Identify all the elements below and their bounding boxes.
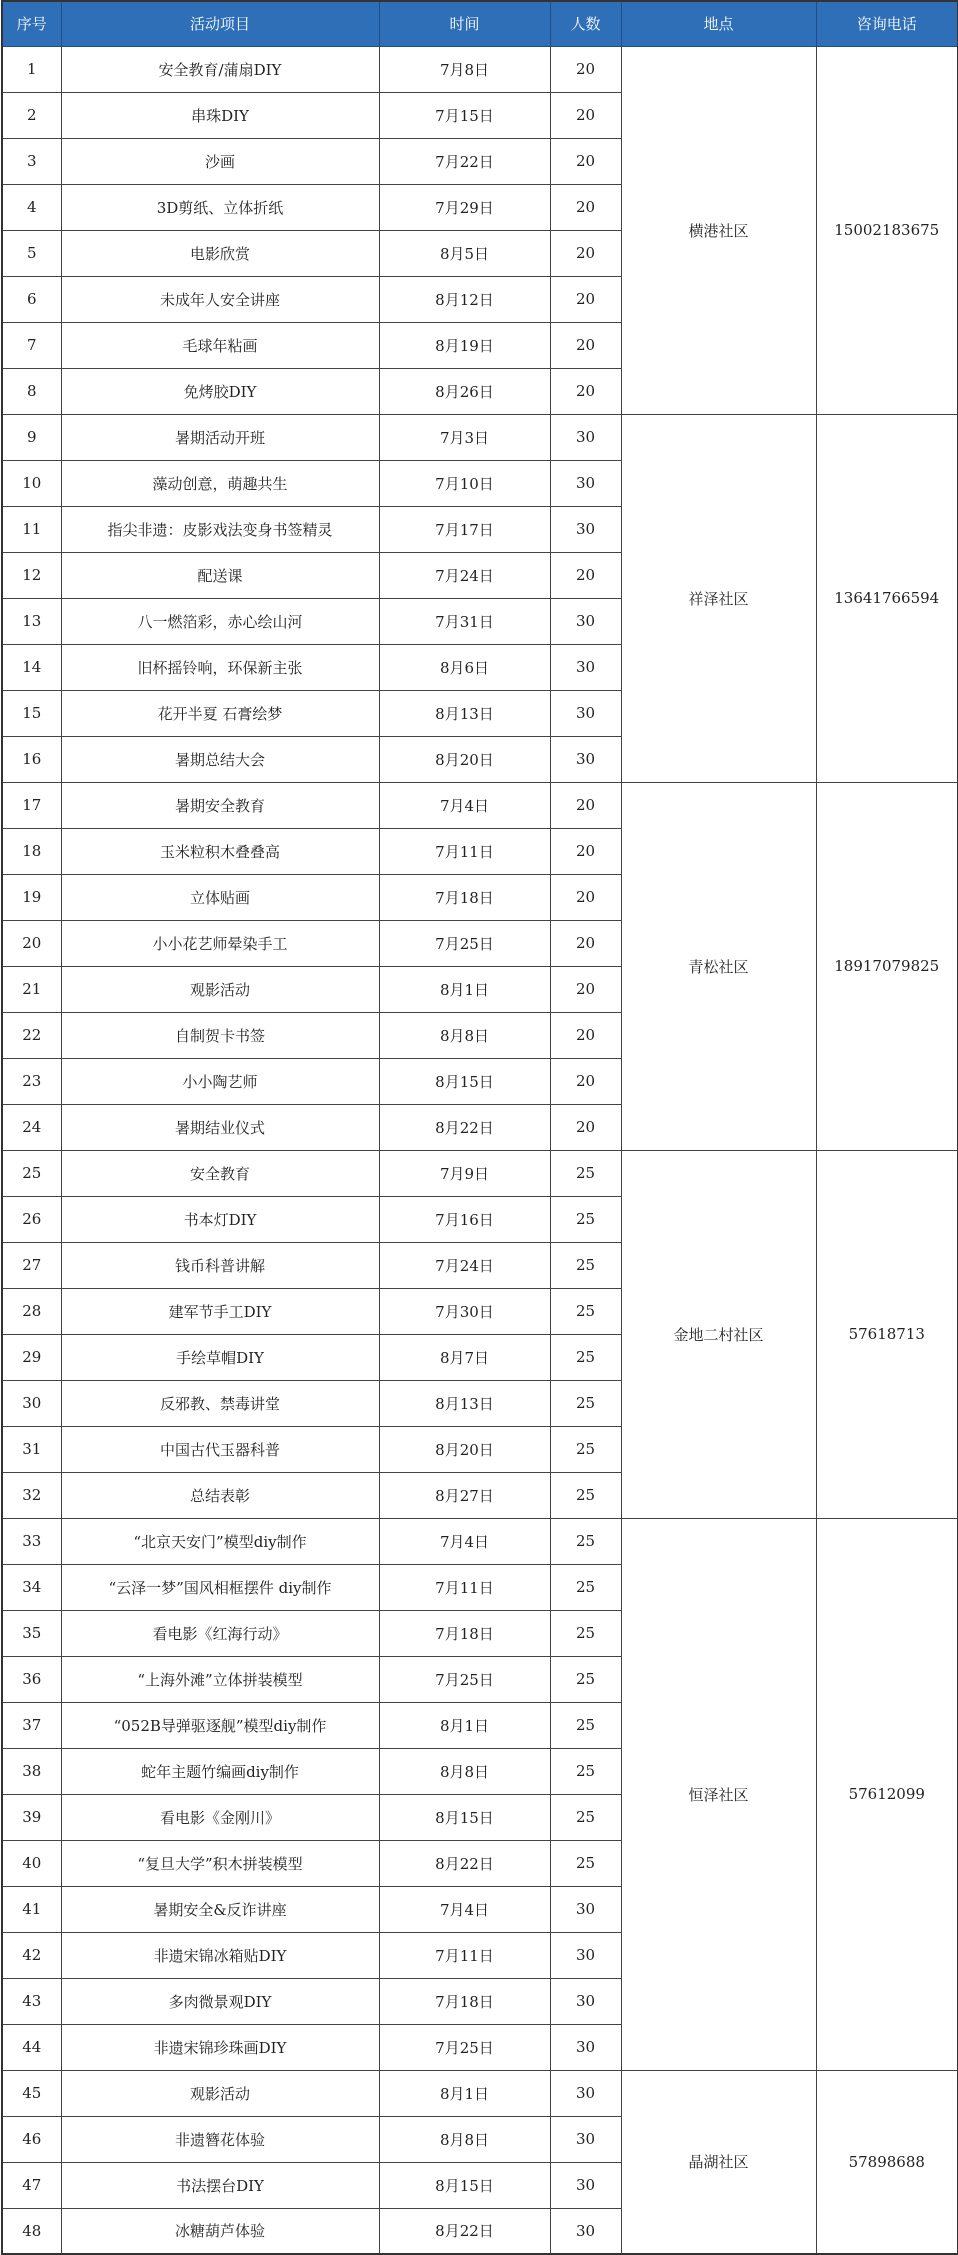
cell-no: 14 bbox=[2, 644, 61, 690]
cell-activity: 串珠DIY bbox=[61, 92, 379, 138]
cell-time: 7月18日 bbox=[379, 1610, 550, 1656]
cell-phone: 57898688 bbox=[816, 2070, 958, 2254]
cell-no: 23 bbox=[2, 1058, 61, 1104]
cell-time: 8月6日 bbox=[379, 644, 550, 690]
cell-count: 30 bbox=[550, 644, 621, 690]
cell-location: 金地二村社区 bbox=[621, 1150, 816, 1518]
cell-no: 20 bbox=[2, 920, 61, 966]
cell-no: 27 bbox=[2, 1242, 61, 1288]
table-row bbox=[2, 2070, 958, 2116]
cell-time: 7月17日 bbox=[379, 506, 550, 552]
cell-no: 18 bbox=[2, 828, 61, 874]
cell-time: 8月12日 bbox=[379, 276, 550, 322]
cell-activity: 沙画 bbox=[61, 138, 379, 184]
cell-location: 横港社区 bbox=[621, 46, 816, 414]
cell-no: 15 bbox=[2, 690, 61, 736]
cell-activity: 冰糖葫芦体验 bbox=[61, 2208, 379, 2254]
cell-activity: 多肉微景观DIY bbox=[61, 1978, 379, 2024]
cell-activity: 看电影《红海行动》 bbox=[61, 1610, 379, 1656]
cell-no: 6 bbox=[2, 276, 61, 322]
header-count: 人数 bbox=[550, 1, 621, 46]
table-row bbox=[2, 46, 958, 92]
cell-phone: 57612099 bbox=[816, 1518, 958, 2070]
cell-activity: 安全教育 bbox=[61, 1150, 379, 1196]
cell-time: 8月27日 bbox=[379, 1472, 550, 1518]
table-row bbox=[2, 1518, 958, 1564]
cell-count: 20 bbox=[550, 1012, 621, 1058]
cell-activity: 指尖非遗：皮影戏法变身书签精灵 bbox=[61, 506, 379, 552]
cell-count: 25 bbox=[550, 1564, 621, 1610]
cell-activity: 非遗宋锦冰箱贴DIY bbox=[61, 1932, 379, 1978]
cell-count: 20 bbox=[550, 276, 621, 322]
cell-activity: 总结表彰 bbox=[61, 1472, 379, 1518]
cell-time: 7月16日 bbox=[379, 1196, 550, 1242]
cell-count: 25 bbox=[550, 1518, 621, 1564]
table-row bbox=[2, 1150, 958, 1196]
header-row bbox=[2, 1, 958, 46]
cell-count: 25 bbox=[550, 1196, 621, 1242]
cell-count: 30 bbox=[550, 2070, 621, 2116]
cell-time: 8月5日 bbox=[379, 230, 550, 276]
cell-no: 26 bbox=[2, 1196, 61, 1242]
activity-schedule-table bbox=[1, 0, 958, 2255]
cell-count: 25 bbox=[550, 1840, 621, 1886]
cell-activity: 非遗簪花体验 bbox=[61, 2116, 379, 2162]
cell-count: 25 bbox=[550, 1702, 621, 1748]
cell-location: 晶湖社区 bbox=[621, 2070, 816, 2254]
cell-time: 7月25日 bbox=[379, 920, 550, 966]
cell-no: 8 bbox=[2, 368, 61, 414]
cell-count: 20 bbox=[550, 552, 621, 598]
cell-no: 45 bbox=[2, 2070, 61, 2116]
cell-count: 20 bbox=[550, 322, 621, 368]
cell-time: 7月18日 bbox=[379, 1978, 550, 2024]
cell-count: 25 bbox=[550, 1288, 621, 1334]
cell-count: 25 bbox=[550, 1380, 621, 1426]
cell-no: 30 bbox=[2, 1380, 61, 1426]
cell-count: 20 bbox=[550, 368, 621, 414]
cell-no: 5 bbox=[2, 230, 61, 276]
cell-count: 30 bbox=[550, 506, 621, 552]
cell-activity: 书法摆台DIY bbox=[61, 2162, 379, 2208]
cell-activity: 反邪教、禁毒讲堂 bbox=[61, 1380, 379, 1426]
cell-activity: 藻动创意，萌趣共生 bbox=[61, 460, 379, 506]
cell-time: 8月13日 bbox=[379, 1380, 550, 1426]
cell-time: 8月7日 bbox=[379, 1334, 550, 1380]
cell-no: 36 bbox=[2, 1656, 61, 1702]
header-no: 序号 bbox=[2, 1, 61, 46]
cell-no: 34 bbox=[2, 1564, 61, 1610]
cell-no: 4 bbox=[2, 184, 61, 230]
cell-activity: 未成年人安全讲座 bbox=[61, 276, 379, 322]
cell-activity: 八一燃箔彩，赤心绘山河 bbox=[61, 598, 379, 644]
cell-no: 32 bbox=[2, 1472, 61, 1518]
cell-phone: 15002183675 bbox=[816, 46, 958, 414]
cell-location: 恒泽社区 bbox=[621, 1518, 816, 2070]
cell-activity: 玉米粒积木叠叠高 bbox=[61, 828, 379, 874]
cell-count: 25 bbox=[550, 1334, 621, 1380]
cell-activity: 免烤胶DIY bbox=[61, 368, 379, 414]
cell-activity: 3D剪纸、立体折纸 bbox=[61, 184, 379, 230]
cell-time: 8月26日 bbox=[379, 368, 550, 414]
cell-no: 41 bbox=[2, 1886, 61, 1932]
cell-activity: 观影活动 bbox=[61, 2070, 379, 2116]
cell-no: 9 bbox=[2, 414, 61, 460]
cell-activity: 暑期结业仪式 bbox=[61, 1104, 379, 1150]
cell-phone: 18917079825 bbox=[816, 782, 958, 1150]
cell-time: 8月20日 bbox=[379, 736, 550, 782]
cell-activity: 蛇年主题竹编画diy制作 bbox=[61, 1748, 379, 1794]
cell-no: 29 bbox=[2, 1334, 61, 1380]
cell-activity: 暑期活动开班 bbox=[61, 414, 379, 460]
cell-count: 20 bbox=[550, 138, 621, 184]
cell-no: 2 bbox=[2, 92, 61, 138]
cell-count: 30 bbox=[550, 460, 621, 506]
cell-no: 48 bbox=[2, 2208, 61, 2254]
cell-no: 39 bbox=[2, 1794, 61, 1840]
cell-time: 8月1日 bbox=[379, 966, 550, 1012]
table-row bbox=[2, 782, 958, 828]
cell-time: 7月3日 bbox=[379, 414, 550, 460]
cell-activity: 小小陶艺师 bbox=[61, 1058, 379, 1104]
cell-activity: 暑期安全&反诈讲座 bbox=[61, 1886, 379, 1932]
cell-activity: 花开半夏 石膏绘梦 bbox=[61, 690, 379, 736]
cell-no: 10 bbox=[2, 460, 61, 506]
cell-activity: 建军节手工DIY bbox=[61, 1288, 379, 1334]
cell-activity: “北京天安门”模型diy制作 bbox=[61, 1518, 379, 1564]
cell-count: 20 bbox=[550, 1058, 621, 1104]
cell-no: 13 bbox=[2, 598, 61, 644]
cell-count: 20 bbox=[550, 874, 621, 920]
cell-no: 7 bbox=[2, 322, 61, 368]
cell-activity: 观影活动 bbox=[61, 966, 379, 1012]
cell-no: 12 bbox=[2, 552, 61, 598]
cell-count: 30 bbox=[550, 690, 621, 736]
cell-time: 7月31日 bbox=[379, 598, 550, 644]
cell-time: 7月4日 bbox=[379, 1886, 550, 1932]
header-location: 地点 bbox=[621, 1, 816, 46]
cell-activity: 暑期安全教育 bbox=[61, 782, 379, 828]
cell-time: 7月11日 bbox=[379, 1564, 550, 1610]
cell-no: 33 bbox=[2, 1518, 61, 1564]
cell-no: 43 bbox=[2, 1978, 61, 2024]
cell-activity: 自制贺卡书签 bbox=[61, 1012, 379, 1058]
cell-no: 22 bbox=[2, 1012, 61, 1058]
cell-time: 7月8日 bbox=[379, 46, 550, 92]
cell-no: 11 bbox=[2, 506, 61, 552]
cell-no: 19 bbox=[2, 874, 61, 920]
cell-count: 20 bbox=[550, 966, 621, 1012]
cell-no: 44 bbox=[2, 2024, 61, 2070]
cell-activity: 暑期总结大会 bbox=[61, 736, 379, 782]
cell-count: 20 bbox=[550, 828, 621, 874]
cell-activity: “052B导弹驱逐舰”模型diy制作 bbox=[61, 1702, 379, 1748]
cell-activity: 看电影《金刚川》 bbox=[61, 1794, 379, 1840]
cell-time: 7月29日 bbox=[379, 184, 550, 230]
cell-time: 8月15日 bbox=[379, 1058, 550, 1104]
cell-no: 38 bbox=[2, 1748, 61, 1794]
cell-activity: 非遗宋锦珍珠画DIY bbox=[61, 2024, 379, 2070]
cell-count: 25 bbox=[550, 1426, 621, 1472]
cell-phone: 13641766594 bbox=[816, 414, 958, 782]
cell-count: 20 bbox=[550, 782, 621, 828]
cell-time: 7月10日 bbox=[379, 460, 550, 506]
cell-count: 30 bbox=[550, 598, 621, 644]
cell-time: 7月22日 bbox=[379, 138, 550, 184]
cell-time: 7月25日 bbox=[379, 1656, 550, 1702]
cell-count: 30 bbox=[550, 2208, 621, 2254]
cell-time: 7月24日 bbox=[379, 552, 550, 598]
cell-count: 25 bbox=[550, 1472, 621, 1518]
cell-time: 8月13日 bbox=[379, 690, 550, 736]
cell-activity: 毛球年粘画 bbox=[61, 322, 379, 368]
table-row bbox=[2, 414, 958, 460]
cell-time: 7月25日 bbox=[379, 2024, 550, 2070]
cell-no: 31 bbox=[2, 1426, 61, 1472]
cell-time: 7月9日 bbox=[379, 1150, 550, 1196]
cell-time: 7月30日 bbox=[379, 1288, 550, 1334]
cell-no: 40 bbox=[2, 1840, 61, 1886]
cell-activity: “复旦大学”积木拼装模型 bbox=[61, 1840, 379, 1886]
cell-count: 30 bbox=[550, 414, 621, 460]
cell-no: 24 bbox=[2, 1104, 61, 1150]
cell-time: 7月4日 bbox=[379, 1518, 550, 1564]
cell-activity: 电影欣赏 bbox=[61, 230, 379, 276]
cell-time: 7月15日 bbox=[379, 92, 550, 138]
cell-activity: 立体贴画 bbox=[61, 874, 379, 920]
cell-activity: 书本灯DIY bbox=[61, 1196, 379, 1242]
cell-activity: 小小花艺师晕染手工 bbox=[61, 920, 379, 966]
cell-activity: 手绘草帽DIY bbox=[61, 1334, 379, 1380]
cell-activity: 旧杯摇铃响，环保新主张 bbox=[61, 644, 379, 690]
cell-count: 25 bbox=[550, 1656, 621, 1702]
cell-count: 25 bbox=[550, 1242, 621, 1288]
cell-activity: “云泽一梦”国风相框摆件 diy制作 bbox=[61, 1564, 379, 1610]
cell-count: 30 bbox=[550, 2162, 621, 2208]
cell-no: 21 bbox=[2, 966, 61, 1012]
cell-count: 30 bbox=[550, 1932, 621, 1978]
cell-time: 8月15日 bbox=[379, 2162, 550, 2208]
cell-no: 25 bbox=[2, 1150, 61, 1196]
cell-count: 30 bbox=[550, 1886, 621, 1932]
cell-time: 8月19日 bbox=[379, 322, 550, 368]
cell-count: 30 bbox=[550, 1978, 621, 2024]
cell-location: 祥泽社区 bbox=[621, 414, 816, 782]
cell-no: 3 bbox=[2, 138, 61, 184]
cell-time: 7月11日 bbox=[379, 828, 550, 874]
cell-no: 37 bbox=[2, 1702, 61, 1748]
cell-count: 30 bbox=[550, 736, 621, 782]
cell-count: 20 bbox=[550, 92, 621, 138]
cell-time: 8月22日 bbox=[379, 1104, 550, 1150]
cell-time: 8月20日 bbox=[379, 1426, 550, 1472]
cell-time: 8月1日 bbox=[379, 1702, 550, 1748]
cell-count: 25 bbox=[550, 1748, 621, 1794]
cell-time: 8月15日 bbox=[379, 1794, 550, 1840]
cell-time: 7月18日 bbox=[379, 874, 550, 920]
cell-time: 7月4日 bbox=[379, 782, 550, 828]
cell-time: 8月8日 bbox=[379, 1748, 550, 1794]
cell-time: 8月22日 bbox=[379, 1840, 550, 1886]
cell-activity: 配送课 bbox=[61, 552, 379, 598]
cell-activity: “上海外滩”立体拼装模型 bbox=[61, 1656, 379, 1702]
table-header bbox=[2, 1, 958, 46]
cell-count: 25 bbox=[550, 1794, 621, 1840]
cell-time: 8月1日 bbox=[379, 2070, 550, 2116]
cell-no: 28 bbox=[2, 1288, 61, 1334]
cell-count: 20 bbox=[550, 920, 621, 966]
cell-count: 20 bbox=[550, 1104, 621, 1150]
cell-no: 16 bbox=[2, 736, 61, 782]
cell-no: 17 bbox=[2, 782, 61, 828]
cell-count: 20 bbox=[550, 46, 621, 92]
cell-phone: 57618713 bbox=[816, 1150, 958, 1518]
cell-no: 35 bbox=[2, 1610, 61, 1656]
cell-count: 25 bbox=[550, 1150, 621, 1196]
cell-location: 青松社区 bbox=[621, 782, 816, 1150]
cell-count: 20 bbox=[550, 184, 621, 230]
cell-activity: 安全教育/蒲扇DIY bbox=[61, 46, 379, 92]
cell-count: 30 bbox=[550, 2024, 621, 2070]
cell-activity: 钱币科普讲解 bbox=[61, 1242, 379, 1288]
cell-time: 8月8日 bbox=[379, 1012, 550, 1058]
table-body bbox=[2, 46, 958, 2254]
cell-no: 46 bbox=[2, 2116, 61, 2162]
header-activity: 活动项目 bbox=[61, 1, 379, 46]
cell-time: 7月11日 bbox=[379, 1932, 550, 1978]
cell-time: 7月24日 bbox=[379, 1242, 550, 1288]
cell-activity: 中国古代玉器科普 bbox=[61, 1426, 379, 1472]
header-phone: 咨询电话 bbox=[816, 1, 958, 46]
cell-count: 20 bbox=[550, 230, 621, 276]
cell-time: 8月22日 bbox=[379, 2208, 550, 2254]
cell-no: 47 bbox=[2, 2162, 61, 2208]
header-time: 时间 bbox=[379, 1, 550, 46]
cell-time: 8月8日 bbox=[379, 2116, 550, 2162]
cell-count: 30 bbox=[550, 2116, 621, 2162]
cell-count: 25 bbox=[550, 1610, 621, 1656]
cell-no: 1 bbox=[2, 46, 61, 92]
cell-no: 42 bbox=[2, 1932, 61, 1978]
